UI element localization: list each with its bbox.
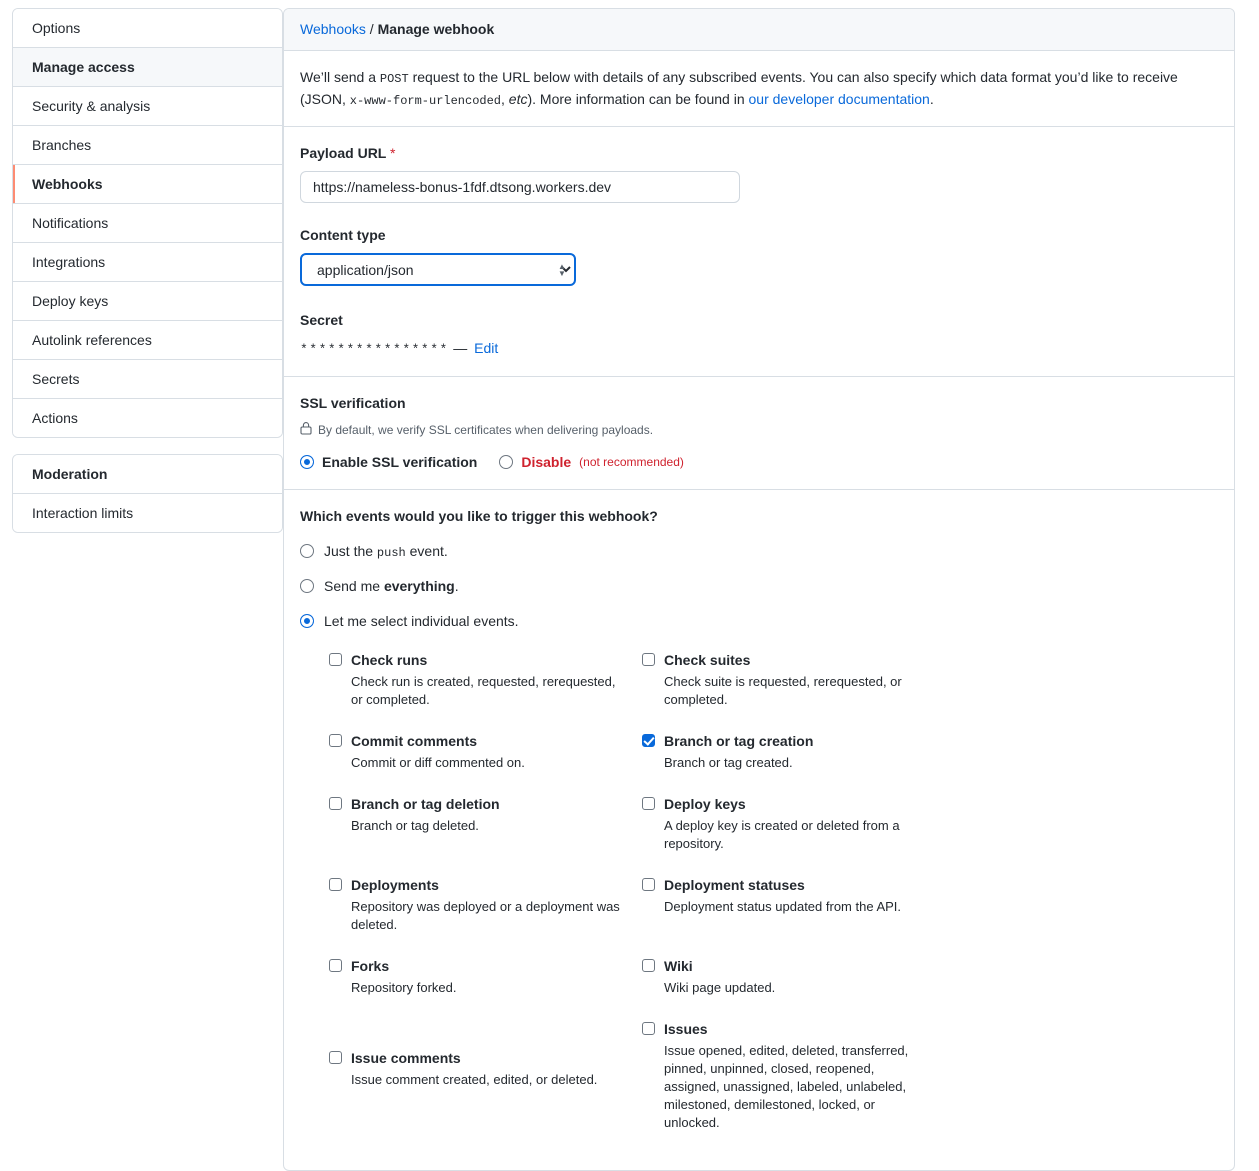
event-item-wiki[interactable] xyxy=(642,956,1218,1019)
event-description: Wiki page updated. xyxy=(664,979,776,995)
main-content xyxy=(283,0,1259,1171)
sidebar-item-label: Secrets xyxy=(32,371,80,387)
event-name: Check runs xyxy=(351,651,428,668)
event-item-deploy-keys[interactable] xyxy=(642,794,1218,875)
event-description: Commit or diff commented on. xyxy=(351,754,525,770)
secret-masked-value: **************** xyxy=(300,342,449,358)
event-name: Branch or tag deletion xyxy=(351,795,500,812)
ssl-disable-radio[interactable] xyxy=(499,455,513,469)
ssl-enable-label: Enable SSL verification xyxy=(322,453,478,470)
event-mode-everything[interactable] xyxy=(300,576,1218,597)
intro-text-5: . xyxy=(929,90,934,107)
sidebar-item-label: Branches xyxy=(32,137,92,153)
content-type-select-wrap xyxy=(300,253,576,286)
event-mode-everything-radio[interactable] xyxy=(300,579,314,593)
sidebar-item-secrets[interactable] xyxy=(13,360,282,399)
event-name: Commit comments xyxy=(351,732,478,749)
event-mode-push-radio[interactable] xyxy=(300,544,314,558)
event-mode-push-label xyxy=(324,541,448,562)
sidebar-item-options[interactable] xyxy=(13,9,282,48)
intro-paragraph xyxy=(300,67,1218,110)
event-item-deployments[interactable] xyxy=(329,875,642,956)
sidebar-item-label: Webhooks xyxy=(32,176,103,192)
content-type-label: Content type xyxy=(300,227,386,244)
event-mode-individual[interactable] xyxy=(300,611,1218,632)
breadcrumb xyxy=(284,9,1234,51)
intro-section xyxy=(284,51,1234,127)
event-mode-individual-radio[interactable] xyxy=(300,614,314,628)
event-item-check-runs[interactable] xyxy=(329,650,642,731)
event-mode-everything-label xyxy=(324,576,459,597)
code-post: POST xyxy=(379,72,409,86)
ssl-note-text: By default, we verify SSL certificates when delivering payloads. xyxy=(318,423,654,438)
sidebar-item-label: Options xyxy=(32,20,81,36)
payload-url-input[interactable] xyxy=(300,171,740,203)
lock-icon xyxy=(300,421,312,440)
event-description: Issue opened, edited, deleted, transferred, pinned, unpinned, closed, reopened, assigned, unassigned, labeled, unlabeled, milestoned, demilestoned, locked, or unlocked. xyxy=(664,1042,909,1130)
intro-text-3: , xyxy=(501,90,509,107)
event-mode-push[interactable] xyxy=(300,541,1218,562)
ssl-note xyxy=(300,421,1218,440)
sidebar-item-autolink-references[interactable] xyxy=(13,321,282,360)
event-item-forks[interactable] xyxy=(329,956,642,1019)
event-description: Repository was deployed or a deployment was deleted. xyxy=(351,898,620,932)
event-description: Branch or tag created. xyxy=(664,754,793,770)
required-indicator: * xyxy=(390,145,396,162)
event-checkbox[interactable] xyxy=(642,797,655,810)
event-name: Deploy keys xyxy=(664,795,746,812)
sidebar-item-label: Notifications xyxy=(32,215,109,231)
event-description: Repository forked. xyxy=(351,979,457,995)
sidebar-item-deploy-keys[interactable] xyxy=(13,282,282,321)
ssl-disable-sublabel: (not recommended) xyxy=(579,455,684,470)
sidebar-item-label: Deploy keys xyxy=(32,293,109,309)
event-mode-push-suffix: event. xyxy=(405,542,448,559)
breadcrumb-link-webhooks[interactable]: Webhooks xyxy=(300,21,366,37)
ssl-verification-section xyxy=(284,377,1234,490)
ssl-verification-label: SSL verification xyxy=(300,394,406,411)
event-checkbox[interactable] xyxy=(329,1051,342,1064)
event-checkbox[interactable] xyxy=(329,878,342,891)
secret-label: Secret xyxy=(300,312,343,329)
sidebar-item-notifications[interactable] xyxy=(13,204,282,243)
event-name: Deployments xyxy=(351,876,439,893)
intro-text-1: We’ll send a xyxy=(300,69,380,85)
event-description: A deploy key is created or deleted from a repository. xyxy=(664,817,900,851)
ssl-enable-radio[interactable] xyxy=(300,455,314,469)
event-mode-everything-suffix: . xyxy=(454,577,459,594)
sidebar-item-webhooks[interactable] xyxy=(13,165,282,204)
code-push: push xyxy=(376,545,406,560)
event-item-branch-or-tag-deletion[interactable] xyxy=(329,794,642,875)
webhook-settings-section xyxy=(284,127,1234,377)
event-checkbox[interactable] xyxy=(329,653,342,666)
events-question: Which events would you like to trigger this webhook? xyxy=(300,507,658,524)
event-name: Wiki xyxy=(664,957,693,974)
sidebar-item-label: Manage access xyxy=(32,59,135,75)
event-name: Deployment statuses xyxy=(664,876,805,893)
secret-dash: — xyxy=(453,340,468,357)
intro-text-4: ). More information can be found in xyxy=(527,90,749,107)
event-name: Forks xyxy=(351,957,390,974)
developer-documentation-link[interactable]: our developer documentation xyxy=(748,90,930,107)
sidebar-item-label: Actions xyxy=(32,410,78,426)
event-description: Check suite is requested, rerequested, or completed. xyxy=(664,673,902,707)
sidebar-item-actions[interactable] xyxy=(13,399,282,437)
content-type-select[interactable] xyxy=(300,253,576,286)
event-checkbox[interactable] xyxy=(329,797,342,810)
event-checkbox[interactable] xyxy=(642,734,655,747)
breadcrumb-current: Manage webhook xyxy=(377,21,495,37)
event-item-branch-or-tag-creation[interactable] xyxy=(642,731,1218,794)
chevron-updown-icon: ▲ ▼ xyxy=(558,261,566,278)
event-checkbox[interactable] xyxy=(329,959,342,972)
events-section xyxy=(284,490,1234,1170)
event-item-check-suites[interactable] xyxy=(642,650,1218,731)
event-mode-everything-bold: everything xyxy=(383,577,455,594)
event-checkbox[interactable] xyxy=(642,653,655,666)
event-item-deployment-statuses[interactable] xyxy=(642,875,1218,956)
event-description: Branch or tag deleted. xyxy=(351,817,479,833)
event-mode-everything-prefix: Send me xyxy=(324,577,384,594)
event-name: Check suites xyxy=(664,651,751,668)
secret-edit-link[interactable]: Edit xyxy=(474,340,499,357)
intro-text-2: request to the URL below with details of any subscribed events. You can also specify which data format you’d like to receive (JSON, xyxy=(300,69,1178,107)
sidebar-item-label: Interaction limits xyxy=(32,505,134,521)
sidebar-item-security-analysis[interactable] xyxy=(13,87,282,126)
ssl-disable-option[interactable] xyxy=(499,452,684,473)
sidebar-primary-menu xyxy=(12,8,283,438)
sidebar-item-integrations[interactable] xyxy=(13,243,282,282)
sidebar-item-manage-access[interactable] xyxy=(13,48,282,87)
event-description: Deployment status updated from the API. xyxy=(664,898,902,914)
sidebar-item-branches[interactable] xyxy=(13,126,282,165)
sidebar-item-label: Security & analysis xyxy=(32,98,151,114)
individual-events-grid xyxy=(329,650,1218,1154)
event-checkbox[interactable] xyxy=(329,734,342,747)
event-name: Issue comments xyxy=(351,1049,461,1066)
event-item-commit-comments[interactable] xyxy=(329,731,642,794)
event-description: Issue comment created, edited, or deleted. xyxy=(351,1071,598,1087)
payload-url-label xyxy=(300,143,1218,164)
secret-value-row xyxy=(300,338,1218,360)
sidebar-item-label: Autolink references xyxy=(32,332,152,348)
event-item-issues[interactable] xyxy=(642,1019,1218,1154)
code-form-urlencoded: x-www-form-urlencoded xyxy=(349,93,502,108)
event-checkbox[interactable] xyxy=(642,959,655,972)
sidebar-item-label: Integrations xyxy=(32,254,106,270)
ssl-disable-label: Disable xyxy=(521,453,572,470)
intro-italic-etc: etc xyxy=(508,90,528,107)
event-description: Check run is created, requested, rerequested, or completed. xyxy=(351,673,616,707)
ssl-radio-group xyxy=(300,452,1218,473)
event-checkbox[interactable] xyxy=(642,878,655,891)
payload-url-label-text: Payload URL xyxy=(300,145,387,162)
sidebar-section-heading: Moderation xyxy=(13,455,282,494)
ssl-enable-option[interactable] xyxy=(300,452,477,473)
event-checkbox[interactable] xyxy=(642,1022,655,1035)
event-mode-push-prefix: Just the xyxy=(324,542,377,559)
sidebar-item-interaction-limits[interactable] xyxy=(13,494,282,532)
event-item-issue-comments[interactable] xyxy=(329,1019,642,1154)
webhook-card xyxy=(283,8,1235,1171)
sidebar-moderation-menu xyxy=(12,454,283,533)
settings-sidebar xyxy=(0,0,283,549)
breadcrumb-separator: / xyxy=(369,21,374,37)
event-name: Branch or tag creation xyxy=(664,732,814,749)
event-mode-individual-label: Let me select individual events. xyxy=(324,612,519,629)
event-name: Issues xyxy=(664,1020,708,1037)
